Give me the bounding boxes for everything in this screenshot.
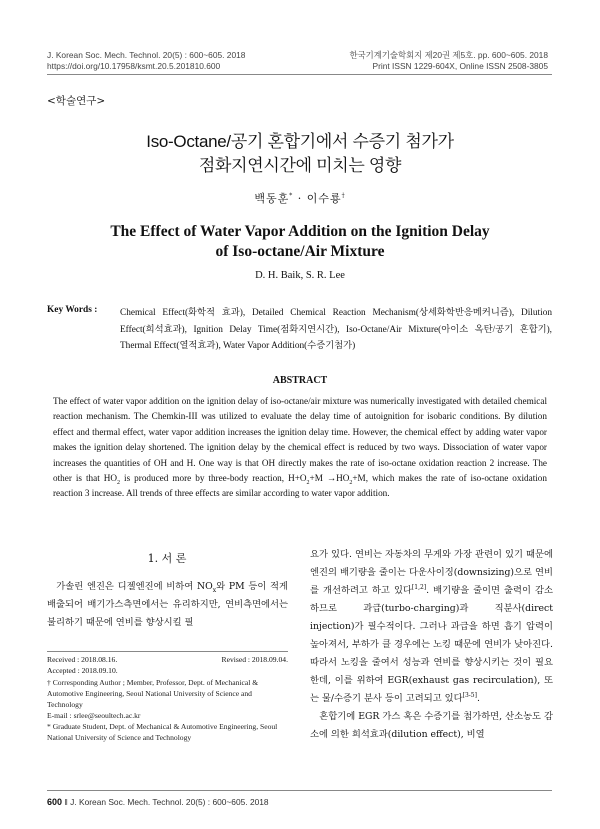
paragraph: 요가 있다. 연비는 자동차의 무게와 가장 관련이 있기 때문에 엔진의 배기량을 줄이는 다운사이징(downsizing)으로 연비를 개선하려고 하고 있다[1,2]. 배기량을 줄이면 출력이 감소하므로 과급(turbo-charging)과 직분사(direct injection)가 필수적이다. 그러나 과급을 하면 흡기 압력이 높아져서, 부하가 클 경우에는 노킹 때문에 연비가 낮아진다. 따라서 노킹을 줄여서 성능과 연비를 향상시키는 것이 필요한데, 이를 위하여 EGR(exhaust gas recirculation), 또는 물/수증기 분사 등이 고려되고 있다[3-5]. bbox=[310, 549, 553, 704]
page-number: 600 bbox=[47, 797, 63, 807]
citation-ref: [3-5] bbox=[462, 691, 477, 699]
title-english-line1: The Effect of Water Vapor Addition on the Ignition Delay bbox=[110, 223, 490, 240]
left-column-body: 가솔린 엔진은 디젤엔진에 비하여 $NO_x$와 PM 등이 적게 배출되어 배기가스측면에서는 유리하지만, 연비측면에서는 불리하기 때문에 연비를 향상시킬 필 bbox=[47, 581, 289, 628]
doi-link[interactable]: https://doi.org/10.17958/ksmt.20.5.201810.600 bbox=[47, 61, 221, 71]
footer-divider bbox=[47, 790, 552, 791]
authors-korean bbox=[0, 190, 600, 206]
received-date: Received : 2018.08.16. bbox=[47, 655, 118, 664]
journal-citation: J. Korean Soc. Mech. Technol. 20(5) : 600~605. 2018 bbox=[47, 50, 246, 60]
journal-header-left bbox=[47, 50, 245, 72]
graduate-student-note: * Graduate Student, Dept. of Mechanical & Automotive Engineering, Seoul National University of Science and Technology bbox=[47, 722, 278, 742]
article-category: <학술연구> bbox=[47, 95, 106, 107]
author-1-mark: * bbox=[289, 192, 294, 200]
authors-english: D. H. Baik, S. R. Lee bbox=[255, 270, 345, 281]
accepted-date: Accepted : 2018.09.10. bbox=[47, 666, 118, 675]
issn-line: Print ISSN 1229-604X, Online ISSN 2508-3805 bbox=[372, 61, 548, 71]
corresponding-author-note: † Corresponding Author ; Member, Professor, Dept. of Mechanical & Automotive Engineering, Seoul National University of Science and Technology bbox=[47, 678, 259, 709]
right-column-body bbox=[310, 546, 553, 744]
keywords-text: Chemical Effect(화학적 효과), Detailed Chemical Reaction Mechanism(상세화학반응메커니즘), Dilution Effect(희석효과), Ignition Delay Time(점화지연시간), Iso-Octane/Air Mixture(아이소 옥탄/공기 혼합기), Thermal Effect(열적효과), Water Vapor Addition(수증기첨가) bbox=[120, 308, 552, 352]
email-note[interactable]: E-mail : srlee@seoultech.ac.kr bbox=[47, 711, 141, 720]
header-divider bbox=[47, 74, 552, 75]
paragraph: 혼합기에 EGR 가스 혹은 수증기를 첨가하면, 산소농도 감소에 의한 희석효과(dilution effect), 비열 bbox=[310, 711, 553, 740]
title-english-line2: of Iso-octane/Air Mixture bbox=[215, 243, 385, 260]
footnote-divider bbox=[47, 651, 288, 652]
author-2-mark: † bbox=[341, 192, 346, 200]
section-1-heading: 1. 서 론 bbox=[147, 552, 187, 565]
citation-ref: [1,2] bbox=[411, 583, 427, 591]
footer-citation: J. Korean Soc. Mech. Technol. 20(5) : 600~605. 2018 bbox=[70, 797, 269, 807]
abstract-title: ABSTRACT bbox=[272, 375, 328, 386]
journal-header-right bbox=[349, 50, 548, 72]
author-separator: · bbox=[293, 192, 307, 205]
keywords-label: Key Words : bbox=[47, 305, 98, 315]
page-footer: 600 ‖ J. Korean Soc. Mech. Technol. 20(5) : 600~605. 2018 bbox=[47, 797, 269, 807]
author-1: 백동훈 bbox=[254, 192, 290, 205]
title-korean-line2: 점화지연시간에 미치는 영향 bbox=[198, 156, 402, 175]
abstract-body: The effect of water vapor addition on the ignition delay of iso-octane/air mixture was numerically investigated with detailed chemical reaction mechanism. The Chemkin-III was utilized to evaluate the delay time of autoignition for isobaric conditions. By dilution effect and thermal effect, water vapor addition increases the ignition delay time. However, the chemical effect by adding water vapor makes the ignition delay shortened. The ignition delay by the chemical effect is reduced by two ways. Dissociation of water vapor increases the quantities of OH and H. One way is that OH directly makes the rate of iso-octane oxidation reaction 2 increase. The other is that $HO_2$ is produced more by three-body reaction, $H+O_2+M \to HO_2+M$, which makes the rate of iso-octane oxidation reaction 3 increase. All trends of three effects are similar according to water vapor addition. bbox=[53, 396, 547, 499]
journal-citation-ko: 한국기계기술학회지 제20권 제5호. pp. 600~605. 2018 bbox=[349, 50, 548, 60]
title-korean-line1: Iso-Octane/공기 혼합기에서 수증기 첨가가 bbox=[146, 132, 454, 151]
revised-date: Revised : 2018.09.04. bbox=[221, 655, 288, 664]
author-2: 이수룡 bbox=[306, 192, 342, 205]
